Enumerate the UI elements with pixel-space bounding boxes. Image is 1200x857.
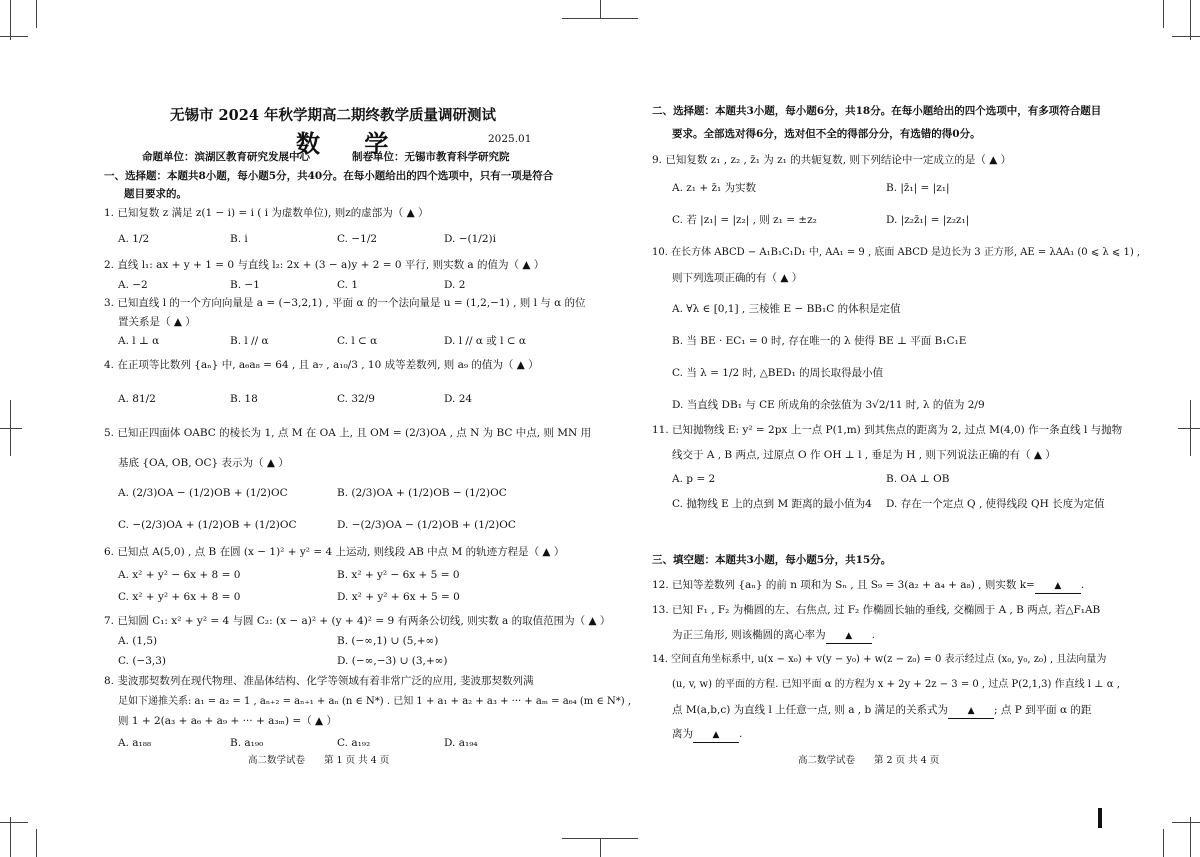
q9-option-c: C. 若 |z₁| = |z₂| , 则 z₁ = ±z₂ xyxy=(672,214,817,226)
q5-option-c: C. −(2/3)OA + (1/2)OB + (1/2)OC xyxy=(118,519,297,531)
q2-option-b: B. −1 xyxy=(230,279,260,291)
q6-option-d: D. x² + y² + 6x + 5 = 0 xyxy=(337,591,460,603)
q1-option-b: B. i xyxy=(230,233,248,245)
question-12: 12. 已知等差数列 {aₙ} 的前 n 项和为 Sₙ , 且 S₉ = 3(a₂ + a₄ + a₈) , 则实数 k= ▲ . xyxy=(652,578,1084,594)
q13-answer-blank: ▲ xyxy=(826,629,872,644)
question-2: 2. 直线 l₁: ax + y + 1 = 0 与直线 l₂: 2x + (3 − a)y + 2 = 0 平行, 则实数 a 的值为（ ▲ ） xyxy=(104,259,545,271)
q3-option-a: A. l ⊥ α xyxy=(118,335,160,347)
question-10-cont: 则下列选项正确的有（ ▲ ） xyxy=(672,272,803,284)
exam-title: 无锡市 2024 年秋学期高二期终教学质量调研测试 xyxy=(170,107,496,124)
q2-option-c: C. 1 xyxy=(337,279,359,291)
question-14-cont3-text: 离为 xyxy=(672,728,693,740)
question-14-cont2 xyxy=(672,703,1091,719)
q5-option-a: A. (2/3)OA − (1/2)OB + (1/2)OC xyxy=(118,487,288,499)
q10-option-d: D. 当直线 DB₁ 与 CE 所成角的余弦值为 3√2/11 时, λ 的值为 2/9 xyxy=(672,399,985,411)
question-9: 9. 已知复数 z₁ , z₂ , z̄₁ 为 z₁ 的共轭复数, 则下列结论中一定成立的是（ ▲ ） xyxy=(652,154,1012,166)
question-5-cont: 基底 {OA, OB, OC} 表示为（ ▲ ） xyxy=(118,457,289,469)
question-12-text: 12. 已知等差数列 {aₙ} 的前 n 项和为 Sₙ , 且 S₉ = 3(a₂ + a₄ + a₈) , 则实数 k= xyxy=(652,579,1035,591)
q11-option-c: C. 抛物线 E 上的点到 M 距离的最小值为4 xyxy=(672,498,872,510)
question-13-cont-text: 为正三角形, 则该椭圆的离心率为 xyxy=(672,629,826,641)
section1-heading: 一、选择题：本题共8小题，每小题5分，共40分。在每小题给出的四个选项中，只有一项是符合 xyxy=(104,170,554,182)
question-3-cont: 置关系是（ ▲ ） xyxy=(118,316,196,328)
q6-option-a: A. x² + y² − 6x + 8 = 0 xyxy=(118,569,241,581)
question-11: 11. 已知抛物线 E: y² = 2px 上一点 P(1,m) 到其焦点的距离为 2, 过点 M(4,0) 作一条直线 l 与抛物 xyxy=(652,424,1123,436)
q14-answer-blank-1: ▲ xyxy=(948,704,994,719)
q1-option-a: A. 1/2 xyxy=(118,233,150,245)
q11-option-b: B. OA ⊥ OB xyxy=(886,473,950,485)
q3-option-b: B. l // α xyxy=(230,335,269,347)
question-5: 5. 已知正四面体 OABC 的棱长为 1, 点 M 在 OA 上, 且 OM = (2/3)OA , 点 N 为 BC 中点, 则 MN 用 xyxy=(104,427,592,439)
q4-option-a: A. 81/2 xyxy=(118,393,156,405)
q4-option-c: C. 32/9 xyxy=(337,393,375,405)
q3-option-c: C. l ⊂ α xyxy=(337,335,378,347)
q8-option-b: B. a₁₉₀ xyxy=(230,737,264,749)
q6-option-c: C. x² + y² + 6x + 8 = 0 xyxy=(118,591,241,603)
units-line: 命题单位：滨湖区教育研究发展中心 制卷单位：无锡市教育科学研究院 xyxy=(142,151,510,163)
question-13-cont: 为正三角形, 则该椭圆的离心率为 ▲ . xyxy=(672,628,875,644)
q7-option-c: C. (−3,3) xyxy=(118,655,167,667)
question-4: 4. 在正项等比数列 {aₙ} 中, a₆a₈ = 64 , 且 a₇ , a₁₀/3 , 10 成等差数列, 则 a₉ 的值为（ ▲ ） xyxy=(104,359,539,371)
section3-heading: 三、填空题：本题共3小题，每小题5分，共15分。 xyxy=(652,554,892,566)
q11-option-a: A. p = 2 xyxy=(672,473,716,485)
question-14-cont3: 离为 ▲ . xyxy=(672,727,742,743)
q10-option-a: A. ∀λ ∈ [0,1] , 三棱锥 E − BB₁C 的体积是定值 xyxy=(672,303,901,315)
question-6: 6. 已知点 A(5,0) , 点 B 在圆 (x − 1)² + y² = 4 上运动, 则线段 AB 中点 M 的轨迹方程是（ ▲ ） xyxy=(104,546,565,558)
page-footer-2: 高二数学试卷 第 2 页 共 4 页 xyxy=(798,755,940,766)
question-8-cont2: 则 1 + 2(a₃ + a₆ + a₉ + ··· + a₃ₘ) =（ ▲ ） xyxy=(118,715,337,727)
q7-option-b: B. (−∞,1) ∪ (5,+∞) xyxy=(337,635,439,647)
question-14-cont2-tail: ; 点 P 到平面 α 的距 xyxy=(994,704,1092,716)
q10-option-b: B. 当 BE · EC₁ = 0 时, 存在唯一的 λ 使得 BE ⊥ 平面 B₁C₁E xyxy=(672,335,967,347)
section1-heading-cont: 题目要求的。 xyxy=(124,188,187,200)
q9-option-b: B. |z̄₁| = |z₁| xyxy=(886,182,950,194)
question-14-cont2-text: 点 M(a,b,c) 为直线 l 上任意一点, 则 a , b 满足的关系式为 xyxy=(672,704,949,716)
question-7: 7. 已知圆 C₁: x² + y² = 4 与圆 C₂: (x − a)² + (y + 4)² = 9 有两条公切线, 则实数 a 的取值范围为（ ▲ ） xyxy=(104,615,611,627)
q12-answer-blank: ▲ xyxy=(1035,579,1081,594)
q5-option-d: D. −(2/3)OA − (1/2)OB + (1/2)OC xyxy=(337,519,516,531)
q8-option-a: A. a₁₈₈ xyxy=(118,737,152,749)
question-14: 14. 空间直角坐标系中, u(x − x₀) + v(y − y₀) + w(z − z₀) = 0 表示经过点 (x₀, y₀, z₀) , 且法向量为 xyxy=(652,654,1107,665)
q6-option-b: B. x² + y² − 6x + 5 = 0 xyxy=(337,569,460,581)
q14-answer-blank-2: ▲ xyxy=(693,728,739,743)
question-14-cont: (u, v, w) 的平面的方程. 已知平面 α 的方程为 x + 2y + 2z − 3 = 0 , 过点 P(2,1,3) 作直线 l ⊥ α , xyxy=(672,679,1120,690)
section2-heading: 二、选择题：本题共3小题，每小题6分，共18分。在每小题给出的四个选项中，有多项符合题目 xyxy=(652,105,1102,117)
q4-option-b: B. 18 xyxy=(230,393,258,405)
q3-option-d: D. l // α 或 l ⊂ α xyxy=(444,335,527,347)
question-13: 13. 已知 F₁ , F₂ 为椭圆的左、右焦点, 过 F₂ 作椭圆长轴的垂线, 交椭圆于 A , B 两点, 若△F₁AB xyxy=(652,604,1101,616)
question-3: 3. 已知直线 l 的一个方向向量是 a = (−3,2,1) , 平面 α 的一个法向量是 u = (1,2,−1) , 则 l 与 α 的位 xyxy=(104,297,586,309)
q2-option-d: D. 2 xyxy=(444,279,466,291)
q9-option-d: D. |z₂z̄₁| = |z₂z₁| xyxy=(886,214,970,226)
q8-option-d: D. a₁₉₄ xyxy=(444,737,478,749)
q4-option-d: D. 24 xyxy=(444,393,473,405)
question-1: 1. 已知复数 z 满足 z(1 − i) = i ( i 为虚数单位), 则z的虚部为（ ▲ ） xyxy=(104,207,429,219)
q1-option-d: D. −(1/2)i xyxy=(444,233,496,245)
q11-option-d: D. 存在一个定点 Q , 使得线段 QH 长度为定值 xyxy=(886,498,1105,510)
right-page xyxy=(600,0,1200,857)
subject-title: 数 学 xyxy=(296,129,407,158)
q10-option-c: C. 当 λ = 1/2 时, △BED₁ 的周长取得最小值 xyxy=(672,367,884,379)
page-footer-1: 高二数学试卷 第 1 页 共 4 页 xyxy=(248,755,390,766)
q7-option-a: A. (1,5) xyxy=(118,635,158,647)
question-11-cont: 线交于 A , B 两点, 过原点 O 作 OH ⊥ l , 垂足为 H , 则下列说法正确的有（ ▲ ） xyxy=(672,449,1056,461)
q7-option-d: D. (−∞,−3) ∪ (3,+∞) xyxy=(337,655,448,667)
q5-option-b: B. (2/3)OA + (1/2)OB − (1/2)OC xyxy=(337,487,507,499)
question-10: 10. 在长方体 ABCD − A₁B₁C₁D₁ 中, AA₁ = 9 , 底面 ABCD 是边长为 3 正方形, AE = λAA₁ (0 ⩽ λ ⩽ 1) , xyxy=(652,247,1141,258)
q9-option-a: A. z₁ + z̄₁ 为实数 xyxy=(672,182,757,194)
q1-option-c: C. −1/2 xyxy=(337,233,378,245)
question-8: 8. 斐波那契数列在现代物理、准晶体结构、化学等领域有着非常广泛的应用, 斐波那契数列满 xyxy=(104,675,534,687)
q8-option-c: C. a₁₉₂ xyxy=(337,737,371,749)
question-8-cont: 足如下递推关系: a₁ = a₂ = 1 , aₙ₊₂ = aₙ₊₁ + aₙ (n ∈ N*) . 已知 1 + a₁ + a₂ + a₃ + ··· + aₘ = a₆₄ (m ∈ N*) , xyxy=(118,696,632,707)
section2-heading-cont: 要求。全部选对得6分，选对但不全的得部分分，有选错的得0分。 xyxy=(672,128,981,140)
exam-date: 2025.01 xyxy=(488,133,532,145)
q2-option-a: A. −2 xyxy=(118,279,148,291)
